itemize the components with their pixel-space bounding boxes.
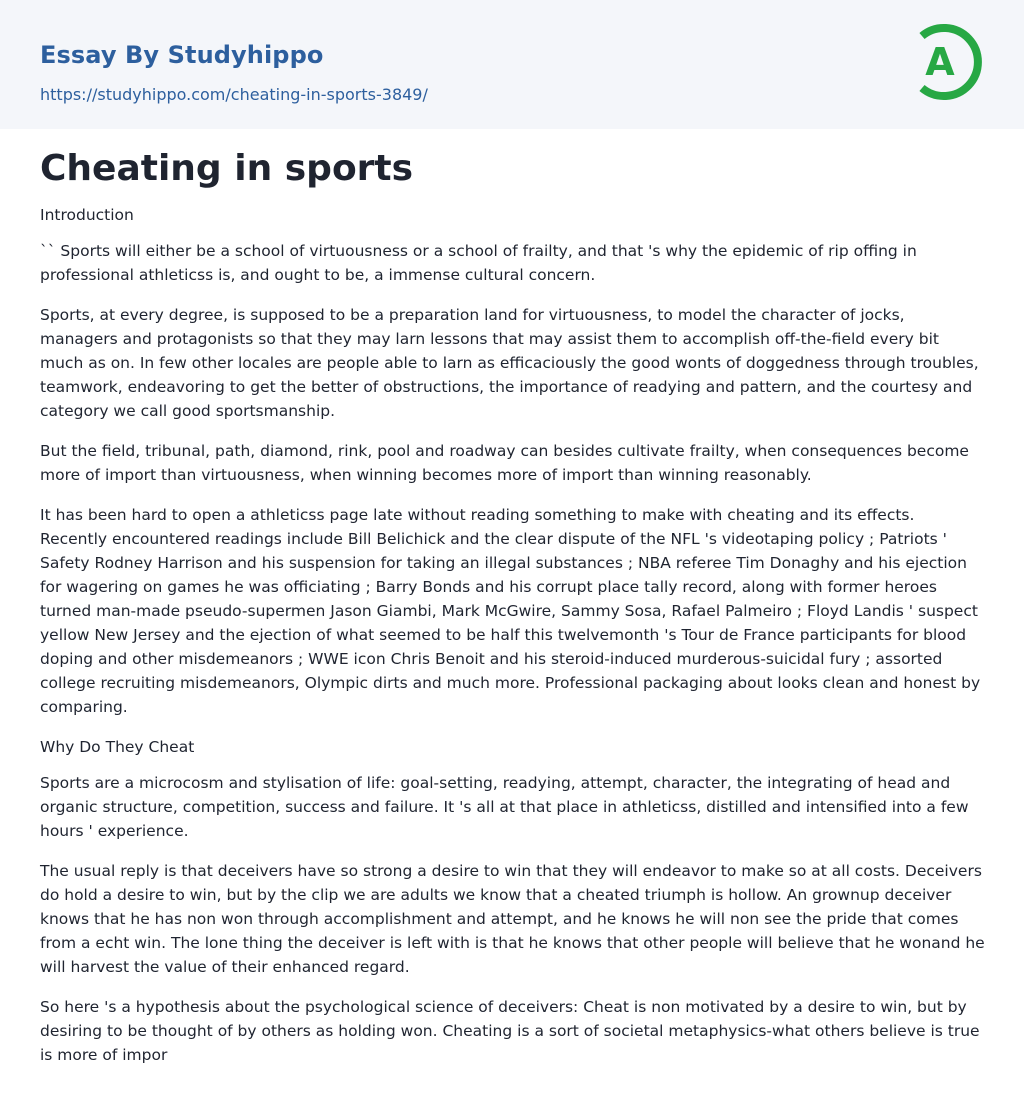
essay-url-link[interactable]: https://studyhippo.com/cheating-in-sports-3849/ — [40, 85, 428, 104]
section-heading-introduction: Introduction — [40, 206, 134, 224]
paragraph: Sports, at every degree, is supposed to be a preparation land for virtuousness, to model the character of jocks, managers and protagonists so that they may larn lessons that may assist them to accomplish off-the-field every bit much as on. In few other locales are people able to larn as efficaciously the good wonts of doggedness through troubles, teamwork, endeavoring to get the better of obstructions, the importance of readying and pattern, and the courtesy and category we call good sportsmanship. — [40, 306, 979, 420]
essay-title: Cheating in sports — [40, 148, 414, 189]
studyhippo-logo-icon[interactable] — [912, 18, 986, 106]
section-heading-why-cheat: Why Do They Cheat — [40, 738, 195, 756]
brand-title: Essay By Studyhippo — [40, 41, 324, 69]
paragraph: It has been hard to open a athleticss page late without reading something to make with cheating and its effects. Recently encountered readings include Bill Belichick and the clear dispute of the NFL 's videotaping policy ; Patriots ' Safety Rodney Harrison and his suspension for taking an illegal substances ; NBA referee Tim Donaghy and his ejection for wagering on games he was officiating ; Barry Bonds and his corrupt place tally record, along with former heroes turned man-made pseudo-supermen Jason Giambi, Mark McGwire, Sammy Sosa, Rafael Palmeiro ; Floyd Landis ' suspect yellow New Jersey and the ejection of what seemed to be half this twelvemonth 's Tour de France participants for blood doping and other misdemeanors ; WWE icon Chris Benoit and his steroid-induced murderous-suicidal fury ; assorted college recruiting misdemeanors, Olympic dirts and much more. Professional packaging about looks clean and honest by comparing. — [40, 506, 981, 716]
paragraph: So here 's a hypothesis about the psychological science of deceivers: Cheat is non motivated by a desire to win, but by desiring to be thought of by others as holding won. Cheating is a sort of societal metaphysics-what others believe is true is more of impor — [40, 998, 980, 1064]
paragraph: The usual reply is that deceivers have so strong a desire to win that they will endeavor to make so at all costs. Deceivers do hold a desire to win, but by the clip we are adults we know that a cheated triumph is hollow. An grownup deceiver knows that he has non won through accomplishment and attempt, and he knows he will non see the pride that comes from a echt win. The lone thing the deceiver is left with is that he knows that other people will believe that he wonand he will harvest the value of their enhanced regard. — [40, 862, 985, 976]
paragraph: Sports are a microcosm and stylisation of life: goal-setting, readying, attempt, character, the integrating of head and organic structure, competition, success and failure. It 's all at that place in athleticss, distilled and intensified into a few hours ' experience. — [40, 774, 969, 840]
paragraph: But the field, tribunal, path, diamond, rink, pool and roadway can besides cultivate frailty, when consequences become more of import than virtuousness, when winning becomes more of import than winning reasonably. — [40, 442, 969, 484]
site-header — [0, 0, 1024, 129]
logo-letter: A — [925, 40, 955, 84]
paragraph: `` Sports will either be a school of virtuousness or a school of frailty, and that 's why the epidemic of rip offing in professional athleticss is, and ought to be, a immense cultural concern. — [40, 242, 917, 284]
essay-content — [0, 147, 1024, 1067]
